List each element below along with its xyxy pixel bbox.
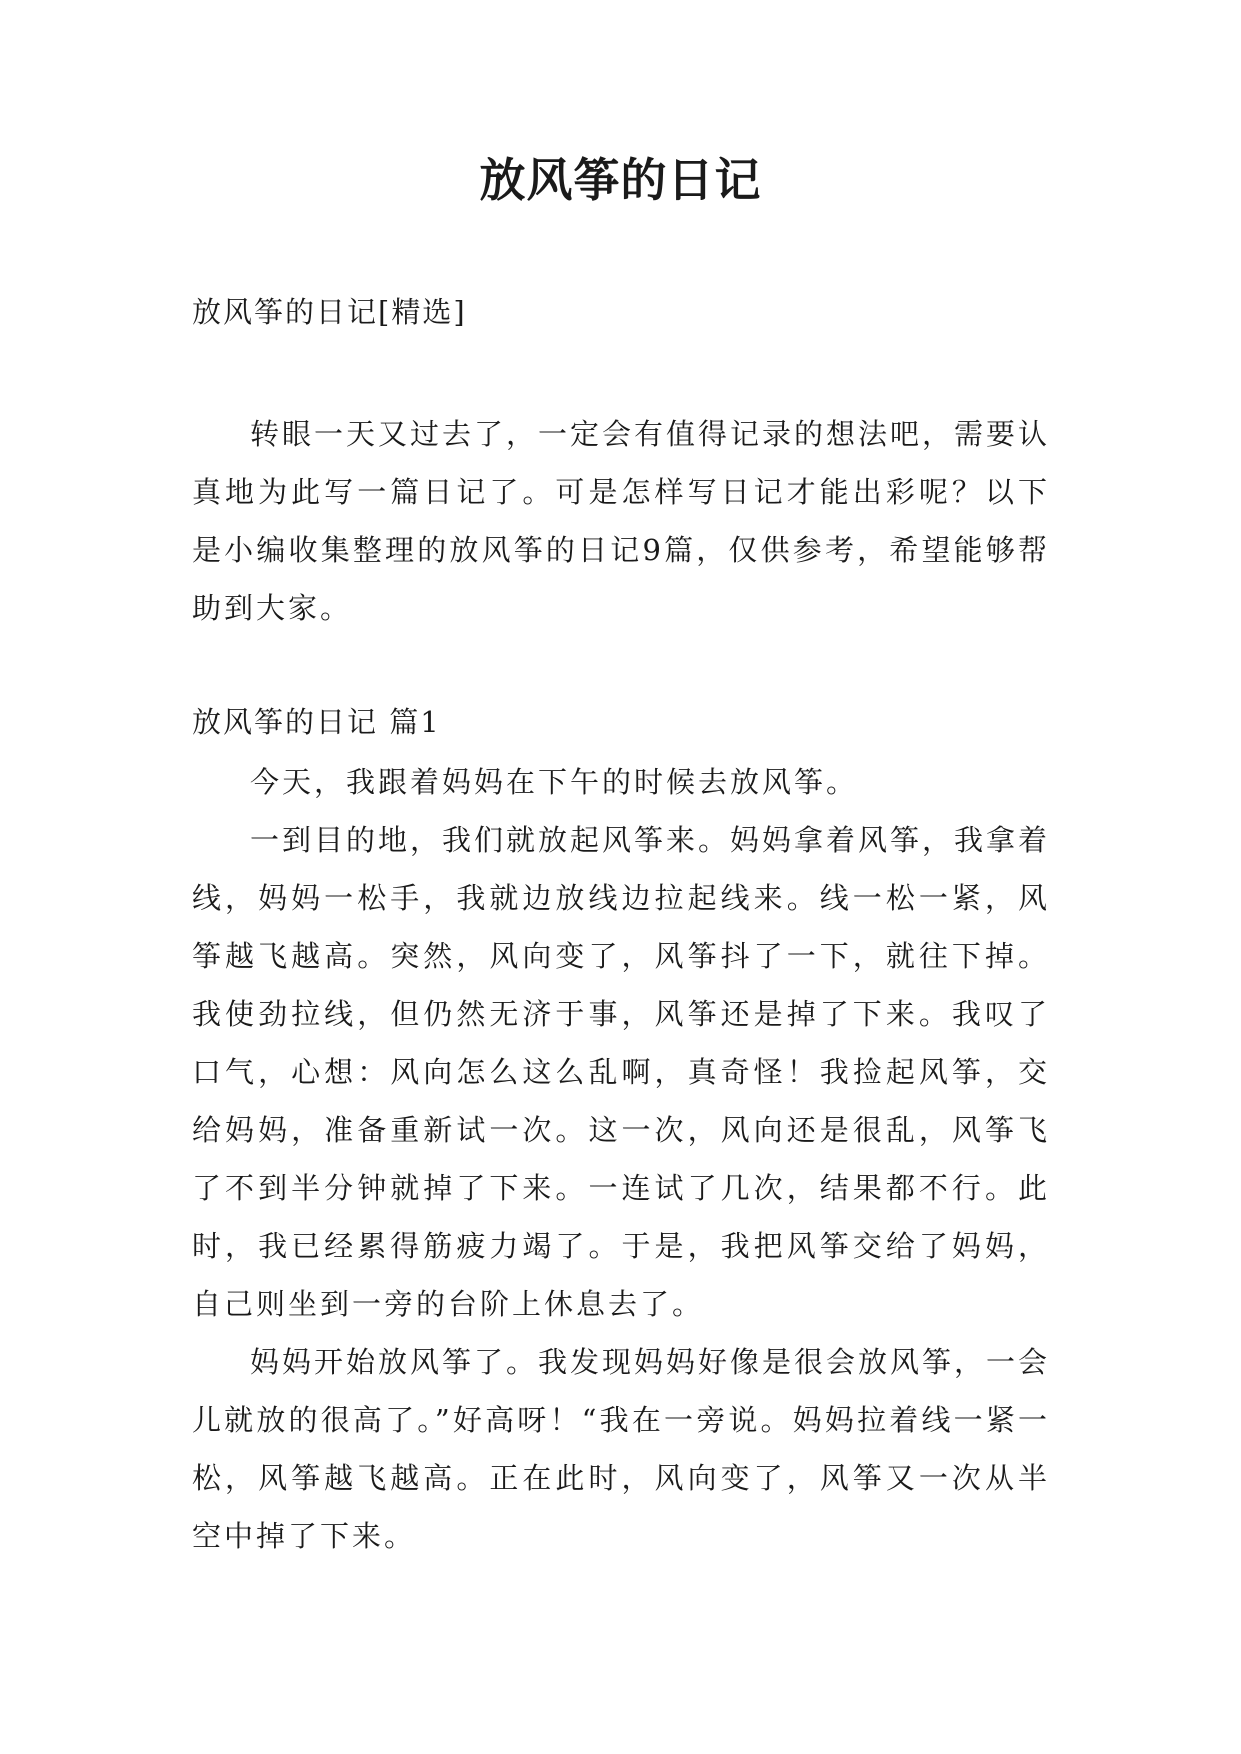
story-paragraph-1: 今天，我跟着妈妈在下午的时候去放风筝。 [250, 765, 859, 799]
intro-block [192, 405, 1050, 637]
story-block [192, 753, 1050, 1565]
story-paragraph-2: 一到目的地，我们就放起风筝来。妈妈拿着风筝，我拿着线，妈妈一松手，我就边放线边拉起线来。线一松一紧，风筝越飞越高。突然，风向变了，风筝抖了一下，就往下掉。我使劲拉线，但仍然无济于事，风筝还是掉了下来。我叹了口气，心想：风向怎么这么乱啊，真奇怪！我捡起风筝，交给妈妈，准备重新试一次。这一次，风向还是很乱，风筝飞了不到半分钟就掉了下来。一连试了几次，结果都不行。此时，我已经累得筋疲力竭了。于是，我把风筝交给了妈妈，自己则坐到一旁的台阶上休息去了。 [192, 823, 1051, 1321]
story-paragraph-3: 妈妈开始放风筝了。我发现妈妈好像是很会放风筝，一会儿就放的很高了。”好高呀！“我在一旁说。妈妈拉着线一紧一松，风筝越飞越高。正在此时，风向变了，风筝又一次从半空中掉了下来。 [192, 1345, 1051, 1553]
document-subtitle: 放风筝的日记[精选] [192, 295, 467, 329]
section-heading: 放风筝的日记 篇1 [192, 705, 441, 739]
document-title: 放风筝的日记 [479, 153, 762, 207]
intro-paragraph: 转眼一天又过去了，一定会有值得记录的想法吧，需要认真地为此写一篇日记了。可是怎样写日记才能出彩呢？以下是小编收集整理的放风筝的日记9篇，仅供参考，希望能够帮助到大家。 [192, 417, 1051, 625]
